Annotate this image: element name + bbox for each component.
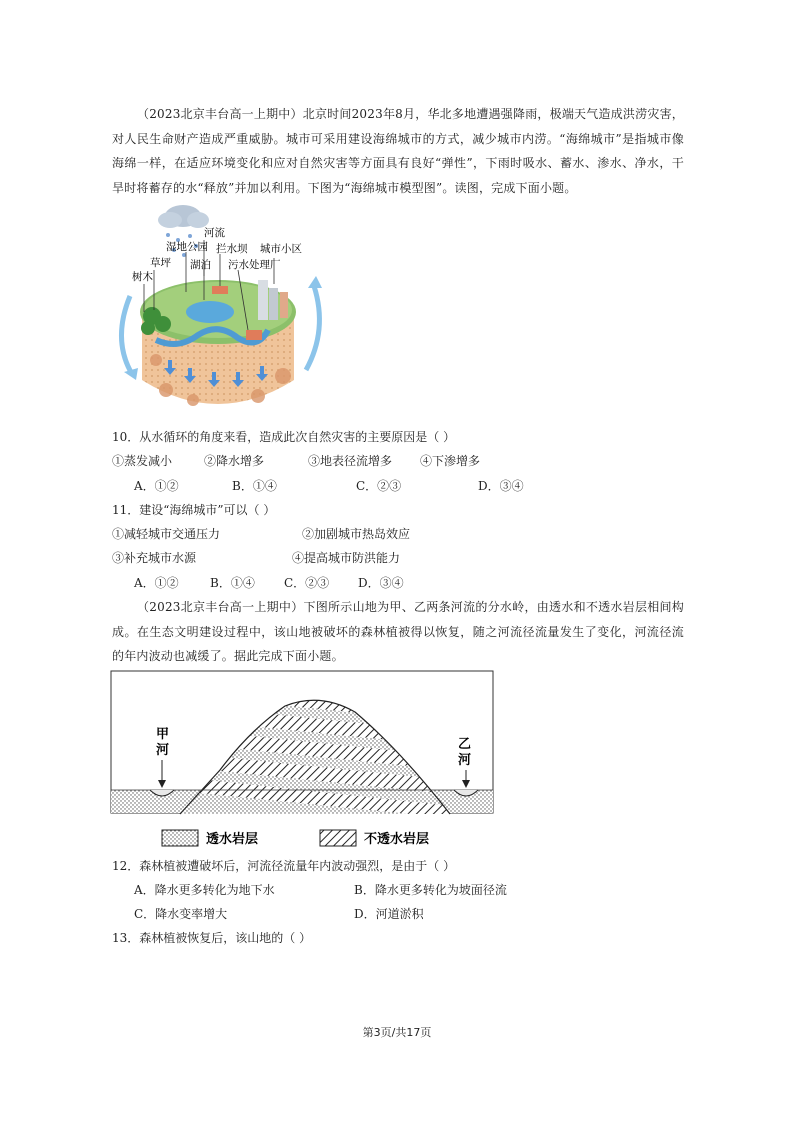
q11-option-c[interactable]: C．②③ bbox=[284, 576, 330, 590]
label-jia-1: 甲 bbox=[156, 727, 170, 742]
intro-passage-2: （2023北京丰台高一上期中）下图所示山地为甲、乙两条河流的分水岭，由透水和不透水岩层相间构成。在生态文明建设过程中，该山地被破坏的森林植被得以恢复，随之河流径流量发生了变化，河流径流的年内波动也减缓了。据此完成下面小题。 bbox=[112, 600, 684, 663]
q10-option-c[interactable]: C．②③ bbox=[356, 479, 402, 493]
q10-option-a[interactable]: A．①② bbox=[134, 479, 179, 493]
label-lake: 湖泊 bbox=[190, 259, 211, 271]
q12-stem: 12．森林植被遭破坏后，河流径流量年内波动强烈，是由于（ ） bbox=[112, 859, 456, 873]
q10-item-2: ②降水增多 bbox=[204, 454, 265, 468]
label-river: 河流 bbox=[204, 227, 225, 239]
label-trees: 树木 bbox=[132, 271, 153, 283]
q12-option-c[interactable]: C．降水变率增大 bbox=[134, 907, 228, 921]
intro-passage-1: （2023北京丰台高一上期中）北京时间2023年8月，华北多地遭遇强降雨，极端天气造成洪涝灾害，对人民生命财产造成严重威胁。城市可采用建设海绵城市的方式，减少城市内涝。“海绵城市”是指城市像海绵一样，在适应环境变化和应对自然灾害等方面具有良好“弹性”，下雨时吸水、蓄水、渗水、净水，干旱时将蓄存的水“释放”并加以利用。下图为“海绵城市模型图”。读图，完成下面小题。 bbox=[112, 107, 684, 195]
legend-permeable-swatch bbox=[162, 830, 198, 846]
q11-option-d[interactable]: D．③④ bbox=[358, 576, 404, 590]
q13-stem: 13．森林植被恢复后，该山地的（ ） bbox=[112, 931, 312, 945]
right-cycle-arrow bbox=[306, 286, 319, 370]
legend-impermeable-label: 不透水岩层 bbox=[364, 832, 430, 847]
cloud-icon bbox=[158, 205, 209, 228]
page-footer: 第3页/共17页 bbox=[362, 1026, 432, 1039]
dam-icon bbox=[212, 286, 228, 294]
q10-item-1: ①蒸发减小 bbox=[112, 454, 173, 468]
left-cycle-arrow bbox=[121, 296, 132, 374]
label-grass: 草坪 bbox=[150, 257, 171, 269]
q11-stem: 11．建设“海绵城市”可以（ ） bbox=[112, 503, 276, 517]
q10-item-4: ④下渗增多 bbox=[420, 454, 481, 468]
legend-impermeable-swatch bbox=[320, 830, 356, 846]
label-wetland: 湿地公园 bbox=[166, 241, 208, 253]
label-yi-2: 河 bbox=[458, 753, 472, 768]
q10-item-3: ③地表径流增多 bbox=[308, 454, 393, 468]
watershed-cross-section-figure bbox=[110, 670, 496, 850]
q11-option-a[interactable]: A．①② bbox=[134, 576, 179, 590]
legend-permeable-label: 透水岩层 bbox=[206, 832, 259, 847]
q11-item-1: ①减轻城市交通压力 bbox=[112, 527, 221, 541]
q10-stem: 10．从水循环的角度来看，造成此次自然灾害的主要原因是（ ） bbox=[112, 430, 456, 444]
buildings-icon bbox=[258, 280, 288, 320]
q10-option-b[interactable]: B．①④ bbox=[232, 479, 277, 493]
q10-option-d[interactable]: D．③④ bbox=[478, 479, 524, 493]
q12-option-d[interactable]: D．河道淤积 bbox=[354, 907, 424, 921]
label-yi-1: 乙 bbox=[458, 737, 472, 752]
q11-item-2: ②加剧城市热岛效应 bbox=[302, 527, 411, 541]
sponge-city-figure bbox=[108, 200, 340, 420]
label-jia-2: 河 bbox=[156, 743, 170, 758]
label-dam: 拦水坝 bbox=[216, 243, 248, 255]
q11-item-4: ④提高城市防洪能力 bbox=[292, 551, 401, 565]
q11-option-b[interactable]: B．①④ bbox=[210, 576, 255, 590]
label-community: 城市小区 bbox=[260, 243, 302, 255]
lake-shape bbox=[186, 301, 234, 323]
sewage-plant-icon bbox=[246, 330, 262, 340]
q11-item-3: ③补充城市水源 bbox=[112, 551, 197, 565]
label-sewage: 污水处理厂 bbox=[228, 259, 281, 271]
q12-option-b[interactable]: B．降水更多转化为坡面径流 bbox=[354, 883, 507, 897]
q12-option-a[interactable]: A．降水更多转化为地下水 bbox=[134, 883, 275, 897]
